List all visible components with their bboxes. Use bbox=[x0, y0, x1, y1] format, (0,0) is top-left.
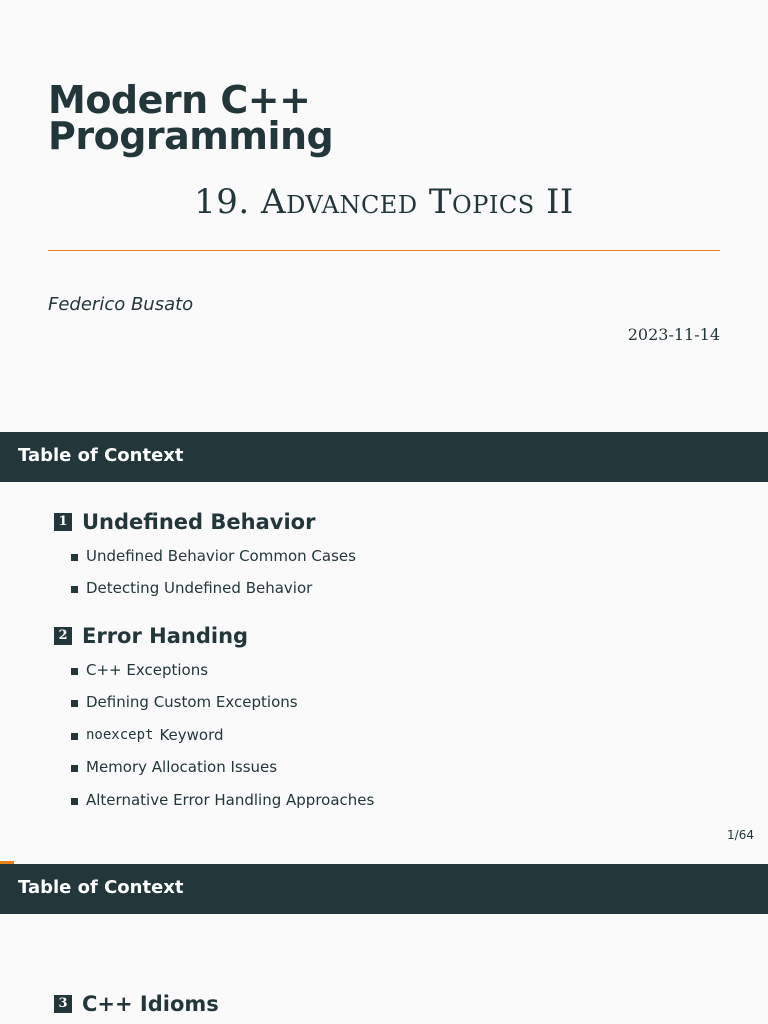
toc-subsection[interactable] bbox=[71, 661, 208, 679]
subsection-title: Undefined Behavior Common Cases bbox=[86, 547, 356, 565]
subsection-code-keyword: noexcept bbox=[86, 727, 154, 743]
toc-slide-2 bbox=[0, 864, 768, 1024]
subsection-title: Defining Custom Exceptions bbox=[86, 693, 298, 711]
subsection-title: Alternative Error Handling Approaches bbox=[86, 791, 375, 809]
square-bullet-icon bbox=[71, 668, 78, 675]
page-number: 1/64 bbox=[727, 828, 754, 842]
section-title: C++ Idioms bbox=[82, 992, 219, 1016]
square-bullet-icon bbox=[71, 554, 78, 561]
square-bullet-icon bbox=[71, 700, 78, 707]
toc-subsection[interactable] bbox=[71, 547, 356, 565]
presentation-subtitle: 19. Advanced Topics II bbox=[194, 182, 574, 222]
square-bullet-icon bbox=[71, 798, 78, 805]
title-divider bbox=[48, 250, 720, 251]
toc-section-3[interactable] bbox=[54, 992, 219, 1016]
toc-subsection[interactable] bbox=[71, 758, 277, 776]
section-number: 1 bbox=[54, 513, 72, 531]
toc-subsection[interactable] bbox=[71, 726, 224, 744]
section-number: 3 bbox=[54, 995, 72, 1013]
subsection-title: Keyword bbox=[159, 726, 224, 744]
section-title: Error Handing bbox=[82, 624, 249, 648]
frame-title: Table of Context bbox=[18, 445, 184, 466]
subsection-title: Memory Allocation Issues bbox=[86, 758, 278, 776]
subsection-title: Detecting Undefined Behavior bbox=[86, 579, 313, 597]
title-line-1: Modern C++ bbox=[48, 78, 311, 122]
presentation-date: 2023-11-14 bbox=[627, 325, 720, 344]
presentation-title bbox=[48, 78, 334, 158]
section-title: Undefined Behavior bbox=[82, 510, 316, 534]
toc-slide-1 bbox=[0, 432, 768, 864]
subsection-title: C++ Exceptions bbox=[86, 661, 209, 679]
section-number: 2 bbox=[54, 627, 72, 645]
author-name: Federico Busato bbox=[48, 294, 194, 315]
square-bullet-icon bbox=[71, 733, 78, 740]
square-bullet-icon bbox=[71, 765, 78, 772]
toc-subsection[interactable] bbox=[71, 791, 374, 809]
toc-section-2[interactable] bbox=[54, 624, 248, 648]
frame-title-bar bbox=[0, 432, 768, 482]
title-slide bbox=[0, 0, 768, 432]
toc-section-1[interactable] bbox=[54, 510, 315, 534]
square-bullet-icon bbox=[71, 586, 78, 593]
title-line-2: Programming bbox=[48, 114, 334, 158]
frame-title-bar bbox=[0, 864, 768, 914]
frame-title: Table of Context bbox=[18, 877, 184, 898]
toc-subsection[interactable] bbox=[71, 579, 312, 597]
toc-subsection[interactable] bbox=[71, 693, 298, 711]
